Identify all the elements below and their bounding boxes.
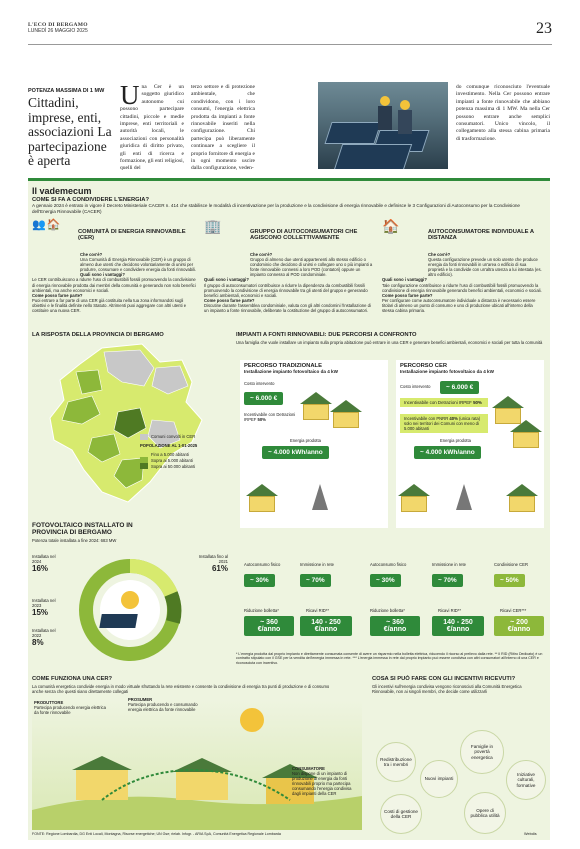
pylon-icon: [312, 484, 328, 510]
compare-sub: Una famiglia che vuole installare un impianto sulla propria abitazione può entrare in una CER e generare benefici ambientali, economici e sociali per tutta la comunità: [236, 340, 543, 345]
incentive-new-plants: Nuovi impianti: [420, 760, 458, 798]
province-map: [32, 342, 228, 514]
photo-solar-workers: [318, 82, 448, 169]
flow-r-2-value: ~ 70%: [432, 574, 463, 587]
house-icon: 🏠: [382, 218, 400, 234]
pv-item-2023: Installata nel 2023 15%: [32, 598, 56, 618]
cost-cer: ~ 6.000 €: [440, 381, 479, 394]
save-r-2: Ricavi RID**: [438, 608, 462, 613]
kicker: POTENZA MASSIMA DI 1 MW: [28, 88, 105, 94]
dropcap: U: [120, 80, 140, 110]
paper-name: L'ECO DI BERGAMO: [28, 22, 88, 28]
pv-sub: Potenza totale installata a fine 2024: 683 MW: [32, 538, 117, 543]
map-title: LA RISPOSTA DELLA PROVINCIA DI BERGAMO: [32, 332, 164, 338]
article-col-1: U na Cer è un soggetto giuridico autonomo cui possono partecipare cittadini, piccole e medie imprese, enti territoriali e autorità locali, le associazioni con personalità giuridica di diritto privato, gli enti di ricerca e formazione, gli enti religiosi, quelli del: [120, 80, 184, 172]
pylon-icon: [456, 484, 472, 510]
config-gruppo: 🏢 GRUPPO DI AUTOCONSUMATORI CHE AGISCONO COLLETTIVAMENTE Che cos'è? Gruppo di almeno due utenti appartenenti allo stesso edificio o condominio che decidono di unirsi e collegare uno o più impianti a fonte rinnovabile connessi a loro POD (contatori) oppure un impianto connesso al POD condominiale. Quali sono i vantaggi? Il gruppo di autoconsumatori contribuisce a ridurre la dipendenza da combustibili fossili promuovendo la condivisione di energia rinnovabile tra gli utenti del gruppo e generando benefici ambientali, economici e sociali. Come posso farne parte? Discutine durante l'assemblea condominiale, valuta con gli altri condomini l'installazione di un impianto a fonte rinnovabile, deliberate la costituzione del gruppo di autoconsumatori.: [204, 218, 373, 314]
house-icon: [300, 392, 332, 420]
how-illustration: [32, 700, 362, 830]
save-l-1: Riduzione bolletta*: [244, 608, 279, 613]
incentives-sub: Gli incentivi sull'energia condivisa vengono riconosciuti alla Comunità Energetica Rinnovabile, non ai singoli membri, che decide come utilizzarli: [372, 684, 522, 695]
save-r-3-value: ~ 200 €/anno: [494, 616, 544, 636]
intro-head: COME SI FA A CONDIVIDERE L'ENERGIA?: [32, 197, 150, 203]
masthead: [28, 22, 88, 34]
incentive-redistribution: Redistribuzione tra i membri: [376, 742, 416, 782]
legend-swatch: [140, 434, 148, 440]
rule: [28, 44, 552, 45]
incentives-title: COSA SI PUÒ FARE CON GLI INCENTIVI RICEVUTI?: [372, 676, 516, 682]
path-traditional: PERCORSO TRADIZIONALE Installazione impianto fotovoltaico da 4 kW Costo intervento: [240, 360, 388, 528]
pv-item-2022: Installata nel 2022 8%: [32, 628, 56, 648]
path-cer: PERCORSO CER Installazione impianto fotovoltaico da 4 kW: [396, 360, 544, 528]
flow-r-2: Immissione in rete: [432, 562, 466, 567]
consumer: CONSUMATORE Non dispone di un impianto di produzione di energia da fonti rinnovabili proprio ma partecipa consumando l'energia condivisa dagli impianti della CER: [292, 766, 352, 797]
save-r-2-value: 140 - 250 €/anno: [432, 616, 484, 636]
flow-l-1-value: ~ 30%: [244, 574, 275, 587]
irpef-traditional: Incentivabile con Detrazioni IRPEF 50%: [244, 412, 296, 423]
save-l-2: Ricavi RID**: [306, 608, 330, 613]
intro-text: A gennaio 2024 è entrato in vigore il Decreto Ministeriale CACER n. 414 che stabilisce le modalità di incentivazione per la produzione e la condivisione di energia rinnovabile e definisce le 3 Configurazioni di Autoconsumo per la Condivisione dell'Energia Rinnovabile (CACER): [32, 203, 520, 214]
incentive-energy-poverty: Famiglie in povertà energetica: [460, 730, 504, 774]
incentive-culture: Iniziative culturali, formative: [506, 760, 546, 800]
credit: Webdis: [524, 832, 537, 836]
prosumer: PROSUMER Partecipa producendo e consumando energia elettrica da fonte rinnovabile: [128, 697, 198, 713]
flow-l-2: Immissione in rete: [300, 562, 334, 567]
how-title: COME FUNZIONA UNA CER?: [32, 676, 113, 682]
pv-item-2021: Installata fino al 2021 61%: [198, 554, 228, 574]
pv-donut: [76, 556, 184, 664]
flow-r-1-value: ~ 30%: [370, 574, 401, 587]
house-icon: [330, 400, 362, 428]
save-l-2-value: 140 - 250 €/anno: [300, 616, 352, 636]
save-l-1-value: ~ 360 €/anno: [244, 616, 294, 636]
building-icon: 🏢: [204, 218, 222, 234]
source: FONTE: Regione Lombardia, DG Enti Locali, Montagna, Risorse energetiche; UN Gse; rielab. Infogr. - ARIA SpA, Comunità Energetica Regionale Lombarda: [32, 832, 281, 836]
energy-traditional: ~ 4.000 kWh/anno: [262, 446, 329, 459]
house-icon: [246, 484, 278, 512]
config-autoconsumatore: 🏠 AUTOCONSUMATORE INDIVIDUALE A DISTANZA Che cos'è? Questa configurazione prevede un solo utente che produce energia da fonti rinnovabili in un'area o edificio di sua proprietà e la condivide con un'altra utenza a lui intestata (es. altro edificio). Quali sono i vantaggi? Tale configurazione contribuisce a ridurre l'uso di combustibili fossili promuovendo la condivisione di energia rinnovabile generando benefici ambientali, economici e sociali. Come posso farne parte? Per configurare come autoconsumatore individuale a distanza è necessario essere titolari di almeno un punto di consumo e uno di produzione ubicati all'interno della stessa cabina primaria.: [382, 218, 542, 314]
house-icon: [398, 484, 430, 512]
incentive-public-works: Opere di pubblica utilità: [464, 792, 506, 834]
save-r-1-value: ~ 360 €/anno: [370, 616, 420, 636]
issue-date: LUNEDÌ 26 MAGGIO 2025: [28, 28, 88, 34]
house-icon: [506, 484, 538, 512]
config-cer: 👥 🏠 COMUNITÀ DI ENERGIA RINNOVABILE (CER) Che cos'è? Una Comunità di Energia Rinnovabile (CER) è un gruppo di almeno due utenti che decidono volontariamente di unirsi per produrre, consumare e condividere energia da fonti rinnovabili. Quali sono i vantaggi? Le CER contribuiscono a ridurre l'uso di combustibili fossili promuovendo la condivisione di energia rinnovabile prodotta dai membri della comunità e generando non solo benefici ambientali, ma anche economici e sociali. Come posso farne parte? Puoi entrare a far parte di una CER già costituita nella tua zona informandoti sugli obiettivi e le finalità definite nello Statuto. Altrimenti puoi aggregare con altri utenti e costituire una nuova CER.: [32, 219, 197, 314]
vademecum-title: Il vademecum: [32, 186, 92, 196]
incentive-management: Costi di gestione della CER: [380, 794, 422, 834]
energy-cer: ~ 4.000 kWh/anno: [414, 446, 481, 459]
save-r-1: Riduzione bolletta*: [370, 608, 405, 613]
pv-title: FOTOVOLTAICO INSTALLATO IN PROVINCIA DI BERGAMO: [32, 522, 133, 536]
irpef-cer: Incentivabile con Detrazioni IRPEF 50%: [400, 398, 488, 407]
house-icon: [510, 420, 542, 448]
article-col-3: do comunque riconosciuto l'eventuale investimento. Nella Cer possono entrare impianti a fonte rinnovabile che abbiano potenza massima di 1 MW. Ma nella Cer possono entrare anche semplici consumatori. Unico vincolo, il collegamento alla stessa cabina primaria di trasformazione.: [456, 84, 550, 142]
energy-label-cer: Energia prodotta: [440, 438, 471, 443]
headline: Cittadini, imprese, enti, associazioni La partecipazione è aperta: [28, 95, 112, 168]
energy-label-traditional: Energia prodotta: [290, 438, 321, 443]
compare-title: IMPIANTI A FONTI RINNOVABILI: DUE PERCORSI A CONFRONTO: [236, 332, 417, 338]
pnrr-cer: Incentivabile con PNRR 40% (unica rata) solo nei territori dei Comuni con meno di 5.000 abitanti: [400, 414, 488, 433]
flow-l-2-value: ~ 70%: [300, 574, 331, 587]
flow-r-3: Condivisione CER: [494, 562, 528, 567]
article-col-2: terzo settore e di protezione ambientale, che condividono, con i loro consumi, l'energia elettrica prodotta da impianti a fonte rinnovabile inseriti nella configurazione. Chi partecipa può liberamente continuare a scegliere il proprio fornitore di energia e in ogni momento uscire dalla configurazione, veden-: [191, 84, 255, 172]
flow-r-1: Autoconsumo fisico: [370, 562, 407, 567]
flow-l-1: Autoconsumo fisico: [244, 562, 281, 567]
map-legend: Comuni convolti in CER POPOLAZIONE AL 1-01-2025 Fino a 5.000 abitanti Sopra ai 5.000 abitanti Sopra ai 50.000 abitanti: [140, 434, 198, 469]
cost-traditional: ~ 6.000 €: [244, 392, 283, 405]
page-number: 23: [536, 20, 552, 37]
flow-r-3-value: ~ 50%: [494, 574, 525, 587]
how-sub: La comunità energetica condivide energia in modo virtuale sfruttando la rete esistente e consente la condivisione di energia tra punti di produzione e di consumo anche senza che questi siano direttamente collegati: [32, 684, 330, 695]
people-icon: 👥 🏠: [32, 219, 61, 231]
cost-label-cer: Costo intervento: [400, 384, 431, 389]
vademecum-bar: [28, 178, 550, 181]
compare-notes: * L'energia prodotta dal proprio impianto e direttamente consumata consente di avere un risparmio nella bolletta elettrica, riducendo il ricorso al prelievo dalla rete. ** Il RID (Ritiro Dedicato) è un contratto stipulato con il GSE per la vendita dell'energia immessa in rete. *** L'energia immessa in rete dal proprio impianto può essere condivisa con altri consumatori all'interno di una CER e riconosciuta con incentivo.: [236, 652, 543, 665]
save-r-3: Ricavi CER***: [500, 608, 527, 613]
producer: PRODUTTORE Partecipa producendo energia elettrica da fonte rinnovabile: [34, 700, 106, 716]
pv-item-2024: Installata nel 2024 16%: [32, 554, 56, 574]
